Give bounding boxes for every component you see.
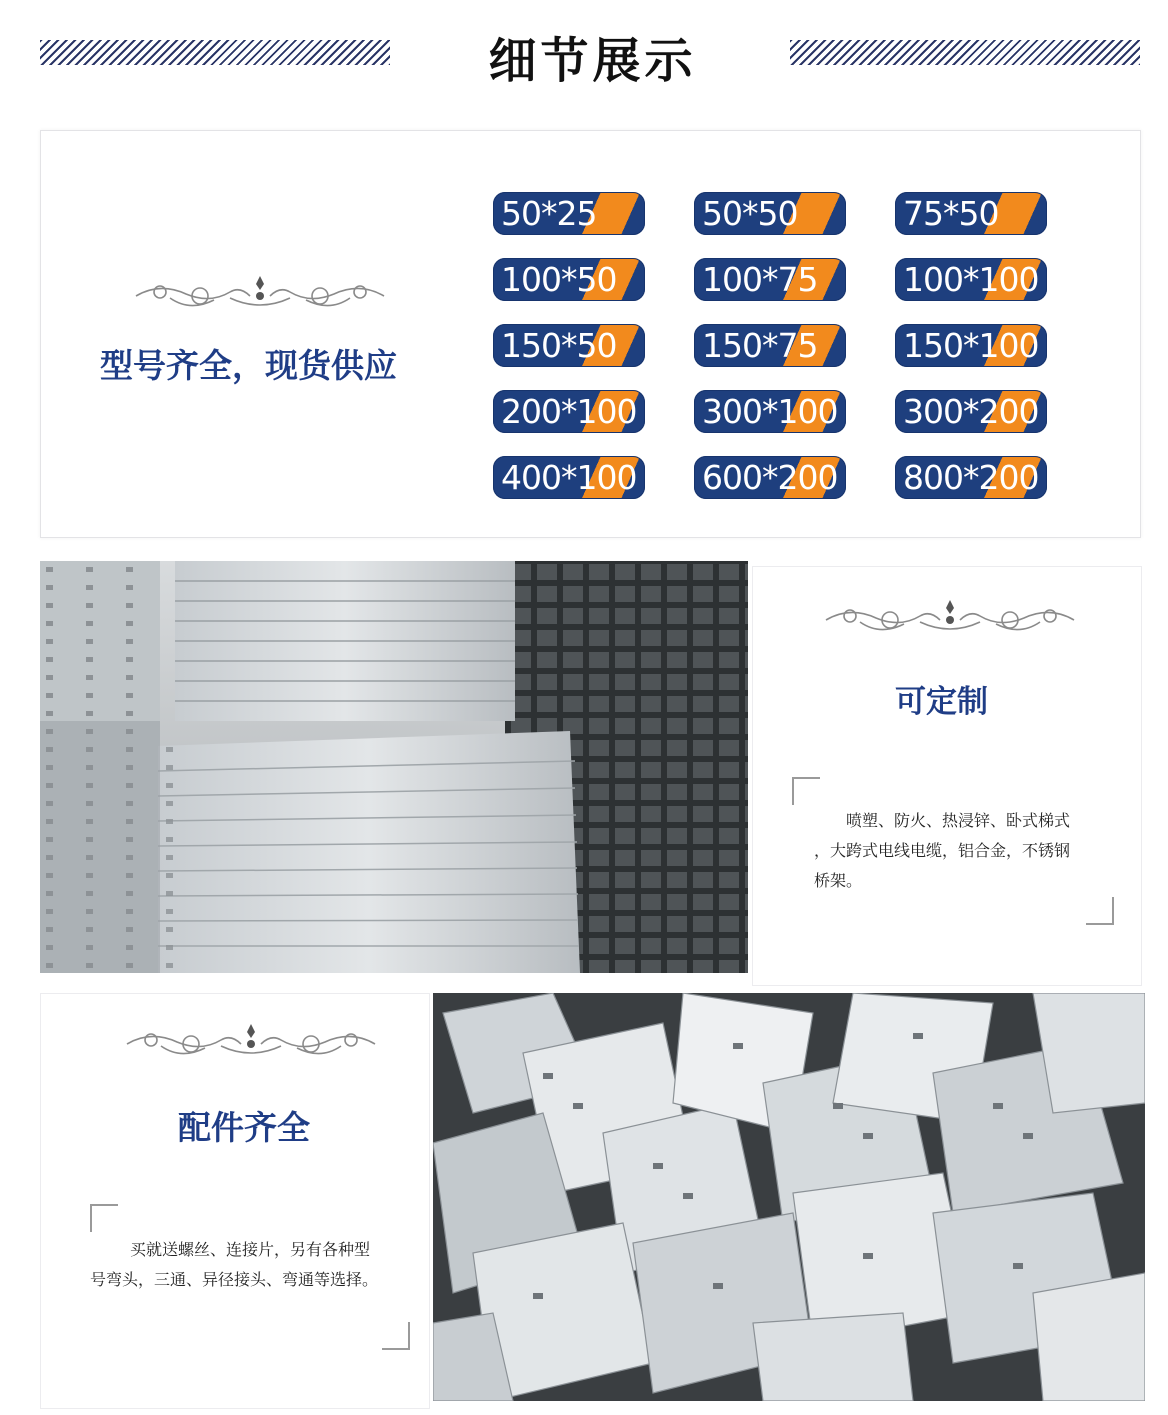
size-badge: 800*200 (895, 456, 1047, 499)
size-badge: 50*25 (493, 192, 645, 235)
size-badge: 400*100 (493, 456, 645, 499)
header-hatch-right (790, 40, 1140, 65)
swirl-ornament-icon (820, 596, 1080, 642)
size-badge: 150*50 (493, 324, 645, 367)
size-badge: 100*50 (493, 258, 645, 301)
accessories-description: 买就送螺丝、连接片，另有各种型 号弯头，三通、异径接头、弯通等选择。 (90, 1240, 379, 1289)
corner-bracket-icon (792, 777, 820, 805)
corner-bracket-icon (1086, 897, 1114, 925)
header-hatch-left (40, 40, 390, 65)
size-badge: 100*75 (694, 258, 846, 301)
custom-headline: 可定制 (895, 684, 988, 720)
models-headline: 型号齐全，现货供应 (100, 346, 397, 385)
accessories-headline: 配件齐全 (178, 1108, 310, 1147)
size-badge: 75*50 (895, 192, 1047, 235)
accessory-brackets-photo (433, 993, 1145, 1401)
size-badge: 100*100 (895, 258, 1047, 301)
size-badge: 600*200 (694, 456, 846, 499)
size-badge: 150*100 (895, 324, 1047, 367)
size-badge-grid (493, 192, 1049, 497)
swirl-ornament-icon (130, 272, 390, 318)
size-badge: 300*200 (895, 390, 1047, 433)
swirl-ornament-icon (116, 1020, 386, 1066)
corner-bracket-icon (90, 1204, 118, 1232)
cable-tray-stack-photo (40, 561, 748, 973)
corner-bracket-icon (382, 1322, 410, 1350)
size-badge: 150*75 (694, 324, 846, 367)
size-badge: 200*100 (493, 390, 645, 433)
page-title: 细节展示 (488, 33, 697, 89)
size-badge: 300*100 (694, 390, 846, 433)
custom-description: 喷塑、防火、热浸锌、卧式梯式 ，大跨式电线电缆，铝合金，不锈钢 桥架。 (814, 811, 1071, 890)
size-badge: 50*50 (694, 192, 846, 235)
